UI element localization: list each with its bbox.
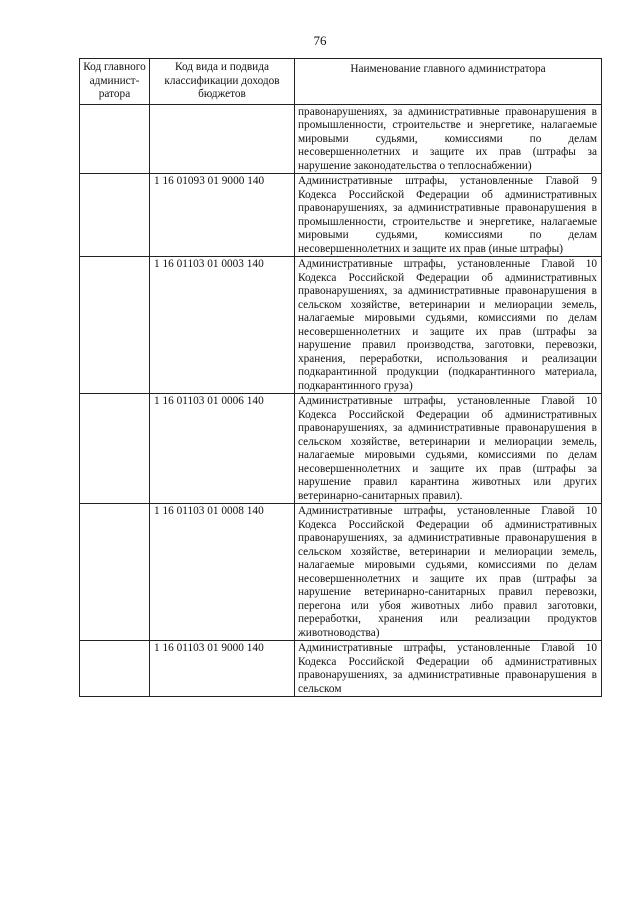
table-row [80, 394, 602, 504]
table-row [80, 174, 602, 257]
description-cell: Административные штрафы, установленные Главой 10 Кодекса Российской Федерации об административных правонарушениях, за административные правонарушения в сельском хозяйстве, ветеринарии и мелиорации земель, налагаемые мировыми судьями, комиссиями по делам несовершеннолетних и защите их прав (штрафы за нарушение ветеринарно-санитарных правил перевозки, перегона или убоя животных либо правил заготовки, переработки, хранения или реализации продуктов животноводства) [295, 504, 602, 641]
admin-code-cell [80, 641, 150, 697]
description-cell: Административные штрафы, установленные Главой 10 Кодекса Российской Федерации об административных правонарушениях, за административные правонарушения в сельском хозяйстве, ветеринарии и мелиорации земель, налагаемые мировыми судьями, комиссиями по делам несовершеннолетних и защите их прав (штрафы за нарушение правил производства, заготовки, перевозки, хранения, переработки, использования и реализации подкарантинной продукции (подкарантинного материала, подкарантинного груза) [295, 257, 602, 394]
table-row [80, 504, 602, 641]
page-number: 76 [313, 33, 327, 48]
income-code-cell: 1 16 01103 01 9000 140 [150, 641, 295, 697]
table-row [80, 257, 602, 394]
income-codes-table [79, 58, 602, 697]
admin-code-cell [80, 174, 150, 257]
description-cell: Административные штрафы, установленные Главой 10 Кодекса Российской Федерации об административных правонарушениях, за административные правонарушения в сельском [295, 641, 602, 697]
description-cell: правонарушениях, за административные правонарушения в промышленности, строительстве и энергетике, налагаемые мировыми судьями, комиссиями по делам несовершеннолетних и защите их прав (штрафы за нарушение законодательства о теплоснабжении) [295, 104, 602, 174]
admin-code-cell [80, 394, 150, 504]
admin-code-cell [80, 504, 150, 641]
income-code-cell: 1 16 01103 01 0003 140 [150, 257, 295, 394]
header-income-code: Код вида и подвида классификации доходов бюджетов [150, 59, 295, 105]
table-row [80, 104, 602, 174]
income-code-cell: 1 16 01103 01 0006 140 [150, 394, 295, 504]
table-row [80, 641, 602, 697]
header-admin-code: Код главного админист-ратора [80, 59, 150, 105]
income-code-cell: 1 16 01093 01 9000 140 [150, 174, 295, 257]
description-cell: Административные штрафы, установленные Главой 10 Кодекса Российской Федерации об административных правонарушениях, за административные правонарушения в сельском хозяйстве, ветеринарии и мелиорации земель, налагаемые мировыми судьями, комиссиями по делам несовершеннолетних и защите их прав (штрафы за нарушение правил карантина животных или других ветеринарно-санитарных правил). [295, 394, 602, 504]
income-code-cell: 1 16 01103 01 0008 140 [150, 504, 295, 641]
admin-code-cell [80, 257, 150, 394]
income-code-cell [150, 104, 295, 174]
table-header-row [80, 59, 602, 105]
admin-code-cell [80, 104, 150, 174]
description-cell: Административные штрафы, установленные Главой 9 Кодекса Российской Федерации об административных правонарушениях, за административные правонарушения в промышленности, строительстве и энергетике, налагаемые мировыми судьями, комиссиями по делам несовершеннолетних и защите их прав (иные штрафы) [295, 174, 602, 257]
header-administrator-name: Наименование главного администратора [295, 59, 602, 105]
